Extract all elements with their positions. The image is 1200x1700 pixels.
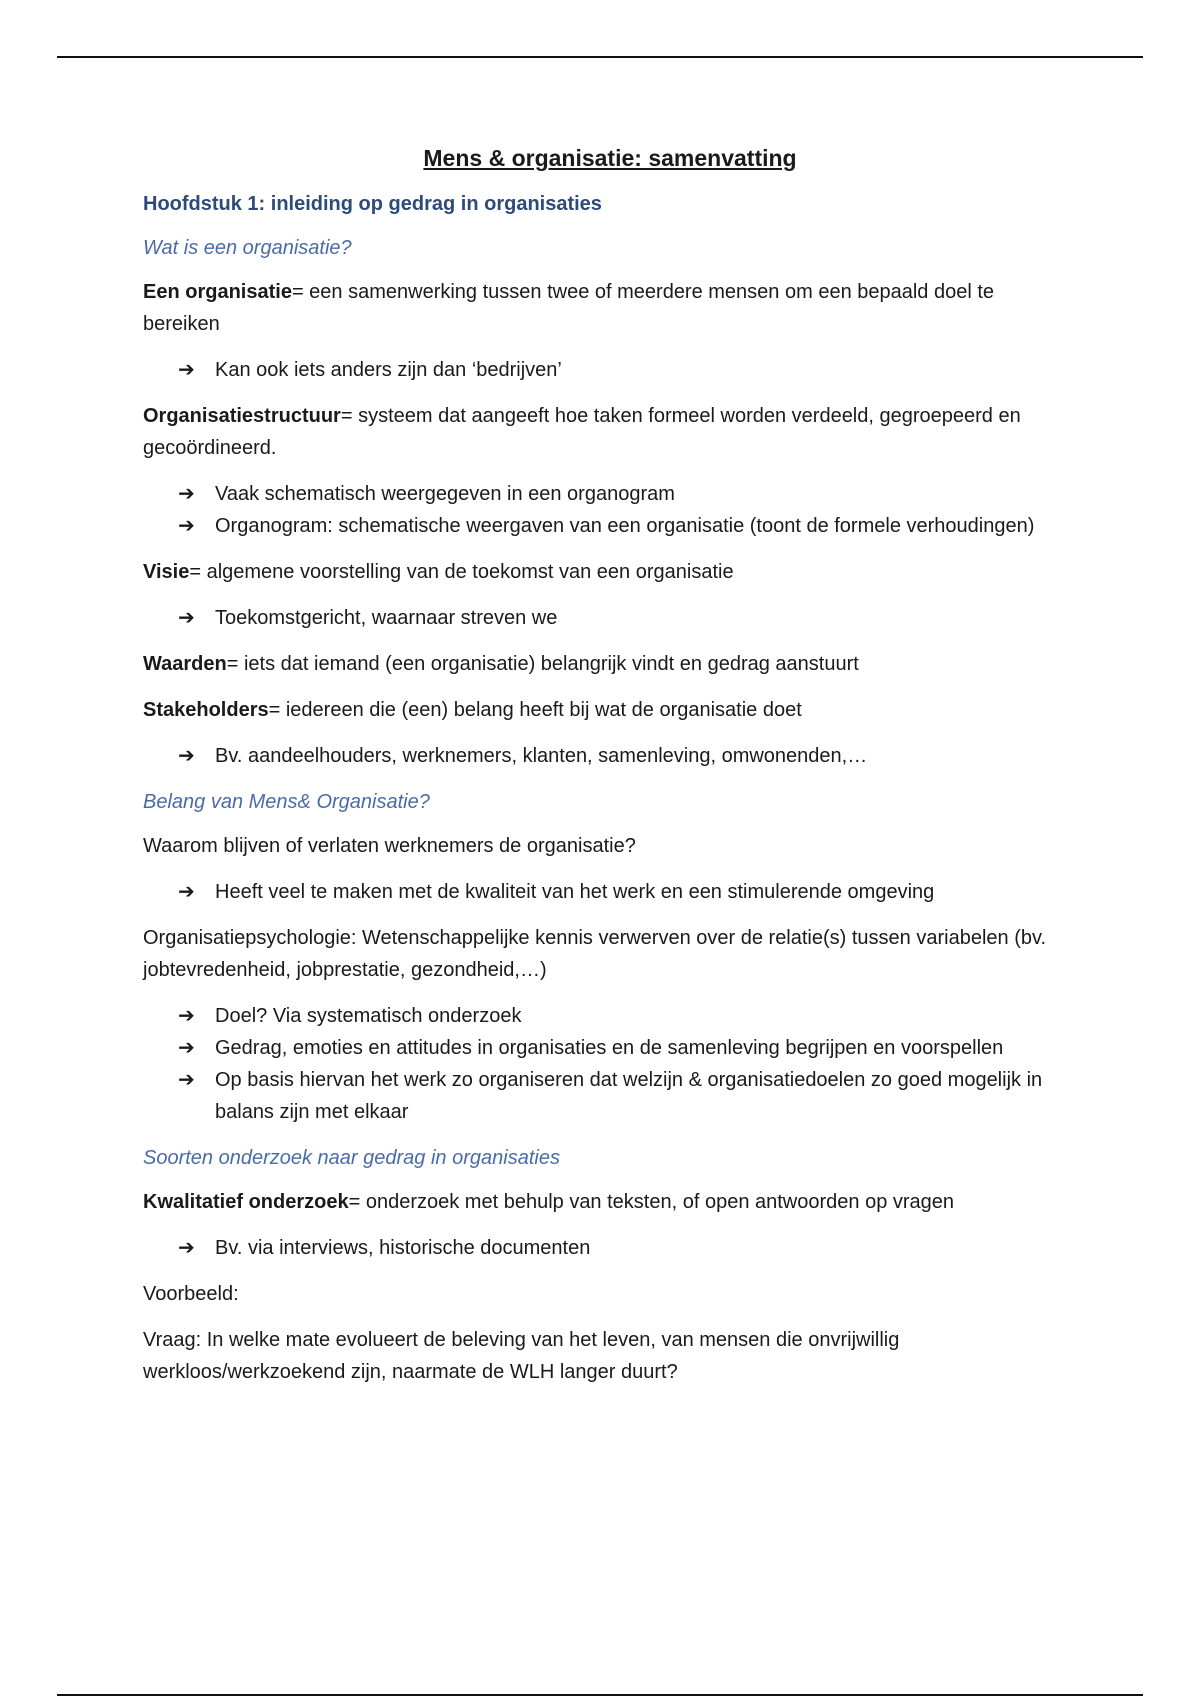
section-heading-belang: Belang van Mens& Organisatie? [143, 791, 430, 813]
arrow-icon: ➔ [178, 1005, 195, 1027]
bullet-list-psychologie [143, 1000, 1063, 1128]
definition-text: = iets dat iemand (een organisatie) belangrijk vindt en gedrag aanstuurt [226, 653, 859, 675]
list-item: ➔ Bv. aandeelhouders, werknemers, klanten, samenleving, omwonenden,… [143, 740, 1063, 772]
chapter-heading: Hoofdstuk 1: inleiding op gedrag in organisaties [143, 193, 602, 215]
definition-stakeholders [143, 694, 1063, 726]
document-body [143, 142, 1063, 1402]
arrow-icon: ➔ [178, 359, 195, 381]
arrow-icon: ➔ [178, 1069, 195, 1091]
definition-organisatie [143, 276, 1063, 340]
list-item: ➔ Kan ook iets anders zijn dan ‘bedrijven’ [143, 354, 1063, 386]
definition-text: = een samenwerking tussen twee of meerdere mensen om een bepaald doel te bereiken [143, 281, 995, 335]
definition-term: Een organisatie [143, 281, 292, 303]
definition-visie [143, 556, 1063, 588]
definition-text: = systeem dat aangeeft hoe taken formeel worden verdeeld, gegroepeerd en gecoördineerd. [143, 405, 1021, 459]
arrow-icon: ➔ [178, 515, 195, 537]
paragraph-waarom: Waarom blijven of verlaten werknemers de organisatie? [143, 835, 636, 857]
arrow-icon: ➔ [178, 1237, 195, 1259]
bullet-list-waarom [143, 876, 1063, 908]
list-item: ➔ Toekomstgericht, waarnaar streven we [143, 602, 1063, 634]
definition-text: = onderzoek met behulp van teksten, of open antwoorden op vragen [348, 1191, 955, 1213]
paragraph-organisatiepsychologie: Organisatiepsychologie: Wetenschappelijke kennis verwerven over de relatie(s) tussen variabelen (bv. jobtevredenheid, jobprestatie, gezondheid,…) [143, 927, 1047, 981]
paragraph-vraag: Vraag: In welke mate evolueert de beleving van het leven, van mensen die onvrijwillig werkloos/werkzoekend zijn, naarmate de WLH langer duurt? [143, 1329, 900, 1383]
definition-term: Kwalitatief onderzoek [143, 1191, 349, 1213]
page-title: Mens & organisatie: samenvatting [423, 145, 797, 171]
definition-kwalitatief [143, 1186, 1063, 1218]
definition-organisatiestructuur [143, 400, 1063, 464]
definition-term: Stakeholders [143, 699, 269, 721]
definition-text: = iedereen die (een) belang heeft bij wat de organisatie doet [268, 699, 802, 721]
list-item: ➔ Heeft veel te maken met de kwaliteit van het werk en een stimulerende omgeving [143, 876, 1063, 908]
definition-term: Organisatiestructuur [143, 405, 341, 427]
bullet-list-visie [143, 602, 1063, 634]
bullet-list-kwalitatief [143, 1232, 1063, 1264]
list-item: ➔ Organogram: schematische weergaven van een organisatie (toont de formele verhoudingen) [143, 510, 1063, 542]
arrow-icon: ➔ [178, 745, 195, 767]
arrow-icon: ➔ [178, 1037, 195, 1059]
definition-waarden [143, 648, 1063, 680]
list-item: ➔ Vaak schematisch weergegeven in een organogram [143, 478, 1063, 510]
list-item: ➔ Doel? Via systematisch onderzoek [143, 1000, 1063, 1032]
definition-term: Visie [143, 561, 190, 583]
definition-text: = algemene voorstelling van de toekomst van een organisatie [189, 561, 734, 583]
bullet-list-organisatie [143, 354, 1063, 386]
bullet-list-stakeholders [143, 740, 1063, 772]
arrow-icon: ➔ [178, 483, 195, 505]
arrow-icon: ➔ [178, 881, 195, 903]
arrow-icon: ➔ [178, 607, 195, 629]
list-item: ➔ Gedrag, emoties en attitudes in organisaties en de samenleving begrijpen en voorspellen [143, 1032, 1063, 1064]
section-heading-organisatie: Wat is een organisatie? [143, 237, 352, 259]
definition-term: Waarden [143, 653, 227, 675]
list-item: ➔ Op basis hiervan het werk zo organiseren dat welzijn & organisatiedoelen zo goed mogelijk in balans zijn met elkaar [143, 1064, 1063, 1128]
footer-rule [57, 1694, 1143, 1696]
paragraph-voorbeeld: Voorbeeld: [143, 1283, 239, 1305]
bullet-list-structuur [143, 478, 1063, 542]
header-rule [57, 56, 1143, 58]
list-item: ➔ Bv. via interviews, historische documenten [143, 1232, 1063, 1264]
section-heading-onderzoek: Soorten onderzoek naar gedrag in organisaties [143, 1147, 560, 1169]
